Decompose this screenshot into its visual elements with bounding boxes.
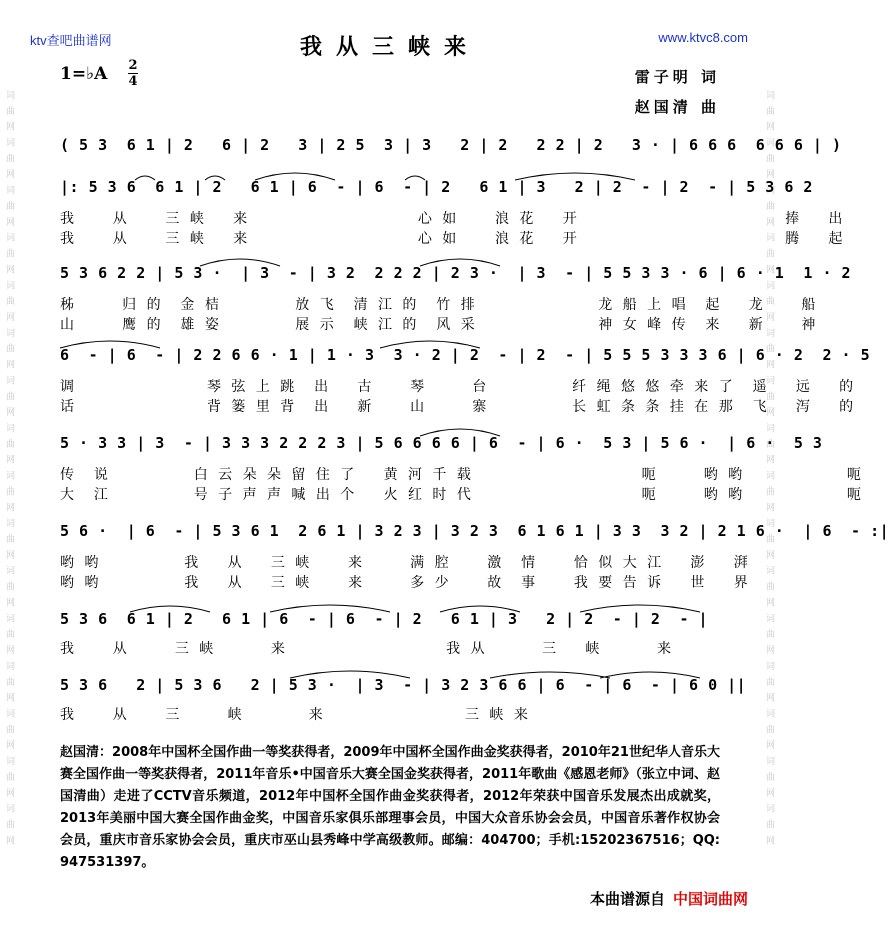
source-site-link[interactable]: 中国词曲网 [672, 890, 748, 908]
source-label: 本曲谱源自 [589, 890, 665, 908]
lyric-verse-2: 我 从 三 峡 来 心 如 浪 花 开 腾 起 [60, 231, 844, 247]
notes-line: ( 5 3 6 1 | 2 6 | 2 3 | 2 5 3 | 3 2 | 2 2 2 | 2 3 · | 6 6 6 6 6 6 | ) [60, 136, 842, 154]
lyric-verse-1: 哟 哟 我 从 三 峡 来 满 腔 激 情 恰 似 大 江 澎 湃 [60, 555, 749, 571]
watermark-right: 词 曲 网 词 曲 网 词 曲 网 词 曲 网 词 曲 网 词 曲 网 词 曲 网 词 曲 网 词 曲 网 词 曲 网 词 曲 网 词 曲 网 词 曲 网 词 曲 网 词 曲 网 词 曲 网 [764, 89, 774, 847]
lyric-verse-2: 哟 哟 我 从 三 峡 来 多 少 故 事 我 要 告 诉 世 界 [60, 575, 749, 591]
notes-line: 5 6 · | 6 - | 5 3 6 1 2 6 1 | 3 2 3 | 3 2 3 6 1 6 1 | 3 3 3 2 | 2 1 6 · | 6 - :| [60, 522, 889, 540]
lyric-verse-2: 话 背 篓 里 背 出 新 山 寨 长 虹 条 条 挂 在 那 飞 泻 的 [60, 399, 855, 415]
time-top: 2 [128, 58, 138, 73]
notes-line: 5 3 6 2 | 5 3 6 2 | 5 3 · | 3 - | 3 2 3 6 6 | 6 - | 6 - | 6 0 || [60, 676, 747, 694]
notes-line: 5 3 6 2 2 | 5 3 · | 3 - | 3 2 2 2 2 | 2 3 · | 3 - | 5 5 3 3 · 6 | 6 · 1 1 · 2 [60, 264, 852, 282]
lyric-verse-1: 我 从 三 峡 来 心 如 浪 花 开 捧 出 [60, 211, 844, 227]
lyric-verse-2: 山 鹰 的 雄 姿 展 示 峡 江 的 风 采 神 女 峰 传 来 新 神 [60, 317, 817, 333]
lyric-verse-2: 大 江 号 子 声 声 喊 出 个 火 红 时 代 呃 哟 哟 呃 [60, 487, 862, 503]
lyric-verse-1: 调 琴 弦 上 跳 出 古 琴 台 纤 绳 悠 悠 牵 来 了 遥 远 的 [60, 379, 855, 395]
composer-credit: 赵国清 曲 [634, 98, 720, 116]
notes-line: 6 - | 6 - | 2 2 6 6 · 1 | 1 · 3 3 · 2 | 2 - | 2 - | 5 5 5 3 3 3 6 | 6 · 2 2 · 5 [60, 346, 871, 364]
lyric-verse-1: 我 从 三 峡 来 我 从 三 峡 来 [60, 641, 673, 657]
key-signature: 1=♭A [60, 64, 108, 84]
source-credit [590, 888, 748, 909]
lyricist-credit: 雷子明 词 [634, 68, 720, 86]
song-title: 我从三峡来 [299, 34, 480, 60]
watermark-left: 词 曲 网 词 曲 网 词 曲 网 词 曲 网 词 曲 网 词 曲 网 词 曲 网 词 曲 网 词 曲 网 词 曲 网 词 曲 网 词 曲 网 词 曲 网 词 曲 网 词 曲 网 词 曲 网 [4, 89, 14, 847]
lyric-verse-1: 传 说 白 云 朵 朵 留 住 了 黄 河 千 载 呃 哟 哟 呃 [60, 467, 862, 483]
time-bottom: 4 [128, 74, 138, 89]
notes-line: 5 3 6 6 1 | 2 6 1 | 6 - | 6 - | 2 6 1 | 3 2 | 2 - | 2 - | [60, 610, 709, 628]
lyric-verse-1: 秭 归 的 金 桔 放 飞 清 江 的 竹 排 龙 船 上 唱 起 龙 船 [60, 297, 817, 313]
notes-line: |: 5 3 6 6 1 | 2 6 1 | 6 - | 6 - | 2 6 1 | 3 2 | 2 - | 2 - | 5 3 6 2 [60, 178, 813, 196]
lyric-verse-1: 我 从 三 峡 来 三 峡 来 [60, 707, 529, 723]
site-link-right[interactable]: www.ktvc8.com [658, 30, 748, 45]
time-signature [128, 58, 138, 89]
site-link-left[interactable]: ktv查吧曲谱网 [30, 33, 112, 48]
notes-line: 5 · 3 3 | 3 - | 3 3 3 2 2 2 3 | 5 6 6 6 6 | 6 - | 6 · 5 3 | 5 6 · | 6 · 5 3 [60, 434, 823, 452]
composer-bio: 赵国清：2008年中国杯全国作曲一等奖获得者，2009年中国杯全国作曲金奖获得者，2010年21世纪华人音乐大赛全国作曲一等奖获得者，2011年音乐•中国音乐大赛全国金奖获得者，2011年歌曲《感恩老师》（张立中词、赵国清曲）走进了CCTV音乐频道，2012年中国杯全国作曲金奖获得者，2012年荣获中国音乐发展杰出成就奖，2013年美丽中国大赛全国作曲金奖，中国音乐家俱乐部理事会员，中国大众音乐协会会员，中国音乐著作权协会会员，重庆市音乐家协会会员，重庆市巫山县秀峰中学高级教师。邮编：404700；手机:15202367516；QQ: 947531397。 [60, 745, 720, 870]
